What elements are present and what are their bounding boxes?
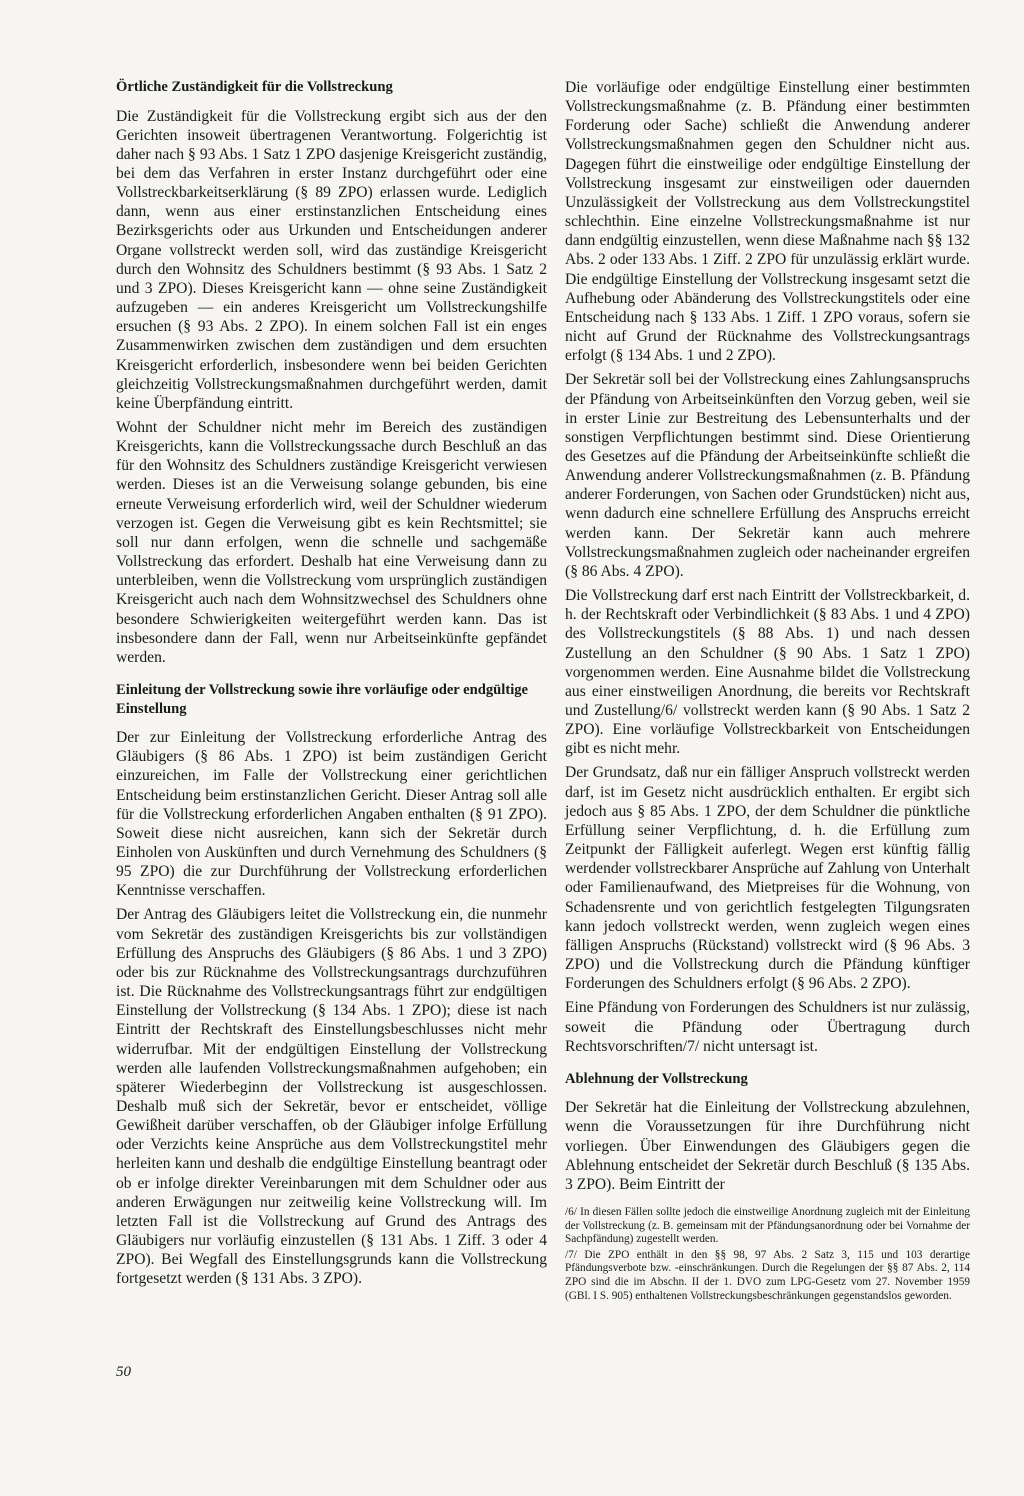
section-heading-initiation: Einleitung der Vollstreckung sowie ihre vorläufige oder endgültige Einstellung [116, 682, 529, 717]
paragraph: Der Sekretär soll bei der Vollstreckung eines Zahlungsanspruchs der Pfändung von Arbeitseinkünften den Vorzug geben, weil sie in erster Linie zur Bestreitung des Lebensunterhalts und der sonstigen Verpflichtungen bestimmt sind. Diese Orientierung des Gesetzes auf die Pfändung der Arbeitseinkünfte schließt die Anwendung anderer Vollstreckungsmaßnahmen (z. B. Pfändung anderer Forderungen, von Sachen oder Grundstücken) nicht aus, wenn dadurch eine schnellere Erfüllung des Anspruchs erreicht werden kann. Der Sekretär kann auch mehrere Vollstreckungsmaßnahmen zugleich oder nacheinander ergreifen (§ 86 Abs. 4 ZPO). [565, 371, 970, 580]
paragraph: Die vorläufige oder endgültige Einstellung einer bestimmten Vollstreckungsmaßnahme (z. B. Pfändung einer bestimmten Forderung oder Sache) schließt die Anwendung anderer Vollstreckungsmaßnahmen gegen den Schuldner nicht aus. Dagegen führt die einstweilige oder endgültige Einstellung der Vollstreckung insgesamt zur einstweiligen oder dauernden Unzulässigkeit der Vollstreckung aus dem Vollstreckungstitel schlechthin. Eine einzelne Vollstreckungsmaßnahme ist nur dann endgültig einzustellen, wenn diese Maßnahme nach §§ 132 Abs. 2 oder 133 Abs. 1 Ziff. 2 ZPO für unzulässig erklärt wurde. Die endgültige Einstellung der Vollstreckung insgesamt setzt die Aufhebung oder Abänderung des Vollstreckungstitels oder eine Entscheidung nach § 133 Abs. 1 Ziff. 1 ZPO voraus, sofern sie nicht auf Grund der Rücknahme des Vollstreckungsantrags erfolgt (§ 134 Abs. 1 und 2 ZPO). [565, 79, 970, 365]
paragraph: Der Antrag des Gläubigers leitet die Vollstreckung ein, die nunmehr vom Sekretär des zuständigen Kreisgerichts bis zur vollständigen Erfüllung des Anspruchs des Gläubigers (§ 86 Abs. 1 und 3 ZPO) oder bis zur Rücknahme des Vollstreckungsantrags durchzuführen ist. Die Rücknahme des Vollstreckungsantrags führt zur endgültigen Einstellung der Vollstreckung (§ 134 Abs. 1 ZPO); diese ist nach Eintritt der Rechtskraft des Einstellungsbeschlusses nicht mehr widerrufbar. Mit der endgültigen Einstellung der Vollstreckung werden alle laufenden Vollstreckungsmaßnahmen aufgehoben; ein späterer Wiederbeginn der Vollstreckung ist ausgeschlossen. Deshalb muß sich der Sekretär, bevor er entscheidet, völlige Gewißheit darüber verschaffen, ob der Gläubiger infolge Erfüllung oder Verzichts keine Ansprüche aus dem Vollstreckungstitel mehr herleiten kann und deshalb die endgültige Einstellung beantragt oder ob er infolge direkter Vereinbarungen mit dem Schuldner oder aus anderen Erwägungen nur zeitweilig keine Vollstreckung will. Im letzten Fall ist die Vollstreckung auf Grund des Antrags des Gläubigers nur vorläufig einzustellen (§ 131 Abs. 1 Ziff. 3 oder 4 ZPO). Bei Wegfall des Einstellungsgrunds kann die Vollstreckung fortgesetzt werden (§ 131 Abs. 3 ZPO). [116, 906, 547, 1288]
footnotes [565, 1206, 970, 1303]
left-column [116, 78, 547, 1294]
paragraph: Der zur Einleitung der Vollstreckung erforderliche Antrag des Gläubigers (§ 86 Abs. 1 ZPO) ist beim zuständigen Gericht einzureichen, im Falle der Vollstreckung einer gerichtlichen Entscheidung beim erstinstanzlichen Gericht. Dieser Antrag soll alle für die Vollstreckung erforderlichen Angaben enthalten (§ 91 ZPO). Soweit diese nicht ausreichen, kann sich der Sekretär durch Einholen von Auskünften und durch Vernehmung des Schuldners (§ 95 ZPO) die zur Durchführung der Vollstreckung erforderlichen Kenntnisse verschaffen. [116, 729, 547, 900]
paragraph: Wohnt der Schuldner nicht mehr im Bereich des zuständigen Kreisgerichts, kann die Vollstreckungssache durch Beschluß an das für den Wohnsitz des Schuldners zuständige Kreisgericht verwiesen werden. Dieses ist an die Verweisung solange gebunden, bis eine erneute Verweisung erforderlich wird, weil der Schuldner wiederum verzogen ist. Gegen die Verweisung gibt es kein Rechtsmittel; sie soll nur dann erfolgen, wenn die schnelle und sachgemäße Vollstreckung das erfordert. Deshalb hat eine Verweisung dann zu unterbleiben, wenn die Vollstreckung vom ursprünglich zuständigen Kreisgericht auch nach dem Wohnsitzwechsel des Schuldners ohne besondere Schwierigkeiten weitergeführt werden kann. Das ist insbesondere dann der Fall, wenn nur Arbeitseinkünfte gepfändet werden. [116, 419, 547, 666]
page-number: 50 [116, 1364, 131, 1380]
paragraph: Die Zuständigkeit für die Vollstreckung ergibt sich aus der den Gerichten insoweit übertragenen Verantwortung. Folgerichtig ist daher nach § 93 Abs. 1 Satz 1 ZPO dasjenige Kreisgericht zuständig, bei dem das Verfahren in erster Instanz durchgeführt oder eine Vollstreckbarkeitserklärung (§ 89 ZPO) erlassen wurde. Lediglich dann, wenn aus einer erstinstanzlichen Entscheidung eines Bezirksgerichts oder aus Urkunden und Entscheidungen anderer Organe vollstreckt werden soll, wird das zuständige Kreisgericht durch den Wohnsitz des Schuldners bestimmt (§ 93 Abs. 1 Satz 2 und 3 ZPO). Dieses Kreisgericht kann — ohne seine Zuständigkeit aufzugeben — ein anderes Kreisgericht um Vollstreckungshilfe ersuchen (§ 93 Abs. 2 ZPO). In einem solchen Fall ist ein enges Zusammenwirken zwischen dem zuständigen und dem ersuchten Kreisgericht erforderlich, insbesondere wenn bei beiden Gerichten gleichzeitig Vollstreckungsmaßnahmen durchgeführt werden, damit keine Überpfändung eintritt. [116, 107, 547, 412]
section-heading-local-jurisdiction: Örtliche Zuständigkeit für die Vollstreckung [116, 79, 393, 95]
paragraph: Der Grundsatz, daß nur ein fälliger Anspruch vollstreckt werden darf, ist im Gesetz nicht ausdrücklich enthalten. Er ergibt sich jedoch aus § 85 Abs. 1 ZPO, der dem Schuldner die pünktliche Erfüllung seiner Verpflichtung, d. h. die Erfüllung zum Zeitpunkt der Fälligkeit auferlegt. Wegen erst künftig fällig werdender vollstreckbarer Ansprüche auf Zahlung von Unterhalt oder Familienaufwand, des Mietpreises für die Wohnung, von Schadensrente und von gerichtlich festgelegten Tilgungsraten kann jedoch vollstreckt werden, wenn zugleich wegen eines fälligen Anspruchs (Rückstand) vollstreckt wird (§ 96 Abs. 3 ZPO) und die Vollstreckung durch die Pfändung künftiger Forderungen des Schuldners erfolgt (§ 96 Abs. 2 ZPO). [565, 764, 970, 993]
paragraph: Der Sekretär hat die Einleitung der Vollstreckung abzulehnen, wenn die Voraussetzungen für ihre Durchführung nicht vorliegen. Über Einwendungen des Gläubigers gegen die Ablehnung entscheidet der Sekretär durch Beschluß (§ 135 Abs. 3 ZPO). Beim Eintritt der [565, 1099, 970, 1193]
footnote-6: /6/ In diesen Fällen sollte jedoch die einstweilige Anordnung zugleich mit der Einleitung der Vollstreckung (z. B. gemeinsam mit der Pfändungsanordnung oder bei Vornahme der Sachpfändung) zugestellt werden. [565, 1206, 970, 1246]
paragraph: Die Vollstreckung darf erst nach Eintritt der Vollstreckbarkeit, d. h. der Rechtskraft oder Verbindlichkeit (§ 83 Abs. 1 und 4 ZPO) des Vollstreckungstitels (§ 88 Abs. 1) und nach dessen Zustellung an den Schuldner (§ 90 Abs. 1 Satz 1 ZPO) vorgenommen werden. Eine Ausnahme bildet die Vollstreckung aus einer einstweiligen Anordnung, die bereits vor Rechtskraft und Zustellung/6/ vollstreckt werden kann (§ 90 Abs. 1 Satz 2 ZPO). Eine vorläufige Vollstreckbarkeit von Entscheidungen gibt es nicht mehr. [565, 587, 970, 758]
footnote-7: /7/ Die ZPO enthält in den §§ 98, 97 Abs. 2 Satz 3, 115 und 103 derartige Pfändungsverbote bzw. -einschränkungen. Durch die Regelungen der §§ 87 Abs. 2, 114 ZPO sind die im Abschn. II der 1. DVO zum LPG-Gesetz vom 27. November 1959 (GBl. I S. 905) enthaltenen Vollstreckungsbeschränkungen gegenstandslos geworden. [565, 1248, 970, 1302]
section-heading-rejection: Ablehnung der Vollstreckung [565, 1070, 748, 1087]
paragraph: Eine Pfändung von Forderungen des Schuldners ist nur zulässig, soweit die Pfändung oder Übertragung durch Rechtsvorschriften/7/ nicht untersagt ist. [565, 999, 970, 1055]
right-column [565, 78, 970, 1305]
